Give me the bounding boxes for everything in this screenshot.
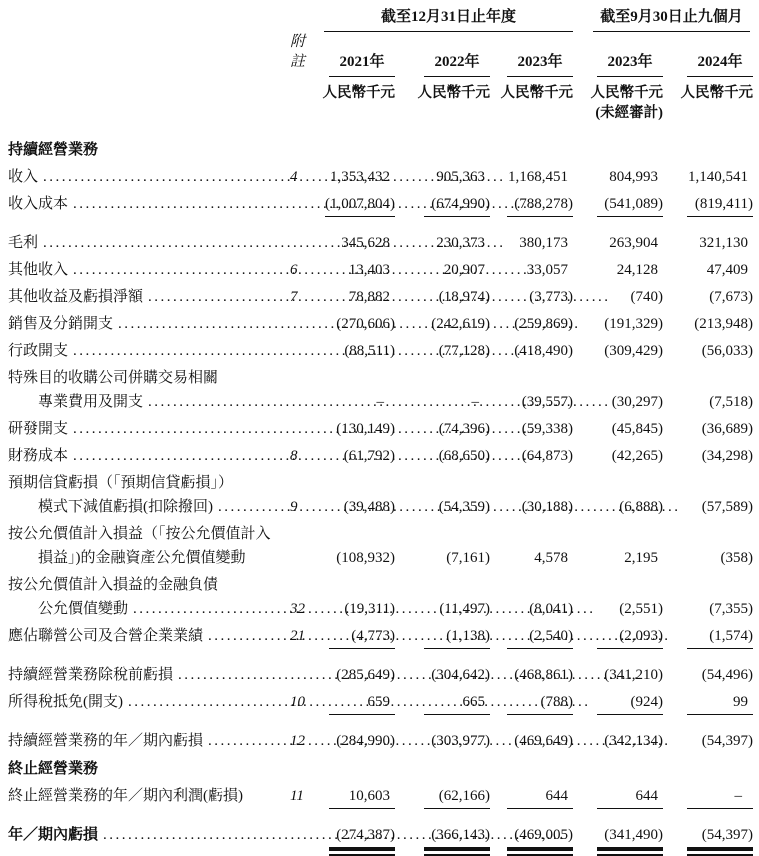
item-row xyxy=(8,256,753,283)
item-row xyxy=(8,718,753,754)
row-label: 按公允價值計入損益的金融負債 xyxy=(8,577,219,593)
column-group-row xyxy=(8,5,753,32)
value-cell: (34,298) xyxy=(701,448,754,464)
row-label: 銷售及分銷開支 xyxy=(8,316,114,332)
item-row xyxy=(8,388,753,415)
value-cell: (2,540) xyxy=(507,626,573,649)
row-label: 應佔聯營公司及合營企業業績 xyxy=(8,628,204,644)
value-cell: 644 xyxy=(507,786,573,809)
value-cell: (788) xyxy=(507,692,573,715)
value-cell: 230,373 xyxy=(436,235,485,251)
item-row xyxy=(8,595,753,622)
value-cell: 20,907 xyxy=(443,262,485,278)
note-ref: 10 xyxy=(290,694,305,710)
note-ref xyxy=(248,123,304,163)
value-cell: (1,574) xyxy=(687,626,753,649)
year-header: 2023年 xyxy=(597,52,663,77)
value-cell: – xyxy=(687,786,753,809)
value-cell: 345,628 xyxy=(341,235,390,251)
value-cell: 2,195 xyxy=(624,550,658,566)
item-row xyxy=(8,652,753,688)
note-ref: 21 xyxy=(290,628,305,644)
row-label: 特殊目的收購公司併購交易相關 xyxy=(8,370,219,386)
row-label: 持續經營業務的年／期內虧損 xyxy=(8,733,204,749)
value-cell: (54,397) xyxy=(701,733,754,749)
currency-unit: 人民幣千元 xyxy=(500,85,573,101)
value-cell: (7,673) xyxy=(709,289,754,305)
value-cell: (309,429) xyxy=(604,343,663,359)
row-label: 所得稅抵免(開支) xyxy=(8,694,123,710)
value-cell: (36,689) xyxy=(701,421,754,437)
value-cell: (366,143) xyxy=(424,825,490,851)
value-cell: (30,297) xyxy=(611,394,663,410)
value-cell: (6,888) xyxy=(619,499,663,515)
value-cell: (418,490) xyxy=(514,343,573,359)
label-wrap-row xyxy=(8,571,753,595)
note-ref: 6 xyxy=(290,262,298,278)
value-cell: (57,589) xyxy=(701,499,754,515)
value-cell: (11,497) xyxy=(439,601,490,617)
row-label: 其他收入 xyxy=(8,262,69,278)
note-ref xyxy=(248,544,304,571)
note-ref xyxy=(248,469,304,493)
value-cell: (304,642) xyxy=(431,667,490,683)
row-label: 公允價值變動 xyxy=(38,601,129,617)
row-label: 損益」)的金融資產公允價值變動 xyxy=(38,550,246,566)
unaudited-note: (未經審計) xyxy=(595,105,663,121)
row-label: 研發開支 xyxy=(8,421,69,437)
row-label: 財務成本 xyxy=(8,448,69,464)
row-label: 終止經營業務的年／期內利潤(虧損) xyxy=(8,788,243,804)
value-cell: (740) xyxy=(630,289,663,305)
value-cell: (130,149) xyxy=(336,421,395,437)
note-ref: 7 xyxy=(290,289,298,305)
row-label: 收入 xyxy=(8,169,39,185)
note-ref: 4 xyxy=(290,169,298,185)
value-cell: (30,188) xyxy=(521,499,573,515)
row-label: 終止經營業務 xyxy=(8,761,99,777)
currency-unit: 人民幣千元 xyxy=(680,85,754,101)
note-ref: 11 xyxy=(290,788,304,804)
value-cell: (285,649) xyxy=(336,667,395,683)
value-cell: (7,518) xyxy=(709,394,754,410)
value-cell: (7,355) xyxy=(709,601,754,617)
value-cell: (213,948) xyxy=(694,316,754,332)
value-cell: (303,977) xyxy=(431,733,490,749)
value-cell: 905,363 xyxy=(436,169,485,185)
value-cell: 1,353,432 xyxy=(330,169,390,185)
row-label: 行政開支 xyxy=(8,343,69,359)
note-ref xyxy=(248,364,304,388)
value-cell: – xyxy=(471,394,479,410)
row-label: 毛利 xyxy=(8,235,39,251)
note-column-header: 附註 xyxy=(290,34,306,70)
table-header xyxy=(8,5,753,123)
unit-header-row xyxy=(8,77,753,123)
value-cell: (7,161) xyxy=(446,550,490,566)
item-row xyxy=(8,782,753,812)
value-cell: (341,490) xyxy=(597,825,663,851)
value-cell: (8,041) xyxy=(529,601,573,617)
item-row xyxy=(8,622,753,652)
row-label: 模式下減值虧損(扣除撥回) xyxy=(38,499,213,515)
item-row xyxy=(8,190,753,220)
item-row xyxy=(8,493,753,520)
row-label: 其他收益及虧損淨額 xyxy=(8,289,144,305)
value-cell: (341,210) xyxy=(604,667,663,683)
value-cell: 99 xyxy=(687,692,753,715)
row-label: 持續經營業務除稅前虧損 xyxy=(8,667,174,683)
value-cell: (274,387) xyxy=(329,825,395,851)
item-row xyxy=(8,163,753,190)
value-cell: (59,338) xyxy=(521,421,573,437)
value-cell: (468,861) xyxy=(514,667,573,683)
note-ref: 8 xyxy=(290,448,298,464)
value-cell: (39,557) xyxy=(521,394,573,410)
column-group-nine-months: 截至9月30日止九個月 xyxy=(593,7,750,32)
value-cell: (39,488) xyxy=(343,499,395,515)
note-ref: 9 xyxy=(290,499,298,515)
value-cell: 47,409 xyxy=(706,262,749,278)
value-cell: (924) xyxy=(597,692,663,715)
item-row xyxy=(8,337,753,364)
value-cell: (259,869) xyxy=(514,316,573,332)
value-cell: (788,278) xyxy=(507,194,573,217)
value-cell: 659 xyxy=(329,692,395,715)
value-cell: (45,845) xyxy=(611,421,663,437)
currency-unit: 人民幣千元 xyxy=(590,85,663,101)
value-cell: (1,007,804) xyxy=(325,194,395,217)
item-row xyxy=(8,544,753,571)
value-cell: 804,993 xyxy=(609,169,658,185)
item-row xyxy=(8,220,753,256)
note-ref: 32 xyxy=(290,601,305,617)
section-row xyxy=(8,123,753,163)
value-cell: (54,397) xyxy=(687,825,753,851)
year-header: 2023年 xyxy=(507,52,573,77)
label-wrap-row xyxy=(8,364,753,388)
row-label: 收入成本 xyxy=(8,196,69,212)
value-cell: (19,311) xyxy=(344,601,395,617)
value-cell: (18,974) xyxy=(438,289,490,305)
value-cell: (819,411) xyxy=(687,194,753,217)
value-cell: (284,990) xyxy=(336,733,395,749)
value-cell: (1,138) xyxy=(424,626,490,649)
row-label: 專業費用及開支 xyxy=(38,394,144,410)
value-cell: 644 xyxy=(597,786,663,809)
value-cell: (342,134) xyxy=(604,733,663,749)
value-cell: (77,128) xyxy=(438,343,490,359)
label-wrap-row xyxy=(8,520,753,544)
value-cell: (541,089) xyxy=(597,194,663,217)
label-wrap-row xyxy=(8,469,753,493)
item-row xyxy=(8,283,753,310)
row-label: 預期信貸虧損（「預期信貸虧損」） xyxy=(8,475,234,491)
value-cell: (191,329) xyxy=(604,316,663,332)
note-ref xyxy=(248,754,304,782)
value-cell: (56,033) xyxy=(701,343,754,359)
value-cell: (54,496) xyxy=(701,667,754,683)
table-body xyxy=(8,123,753,854)
value-cell: 10,603 xyxy=(329,786,395,809)
value-cell: (2,551) xyxy=(619,601,663,617)
value-cell: (74,396) xyxy=(438,421,490,437)
value-cell: – xyxy=(376,394,384,410)
value-cell: (4,773) xyxy=(329,626,395,649)
value-cell: 4,578 xyxy=(534,550,568,566)
item-row xyxy=(8,688,753,718)
value-cell: (61,792) xyxy=(343,448,395,464)
year-header: 2021年 xyxy=(329,52,395,77)
item-row xyxy=(8,442,753,469)
value-cell: 1,168,451 xyxy=(508,169,568,185)
value-cell: (54,359) xyxy=(438,499,490,515)
value-cell: (88,511) xyxy=(344,343,395,359)
value-cell: 13,403 xyxy=(348,262,390,278)
value-cell: (270,606) xyxy=(336,316,395,332)
value-cell: 665 xyxy=(424,692,490,715)
year-header: 2022年 xyxy=(424,52,490,77)
currency-unit: 人民幣千元 xyxy=(322,85,395,101)
value-cell: (674,990) xyxy=(424,194,490,217)
currency-unit: 人民幣千元 xyxy=(417,85,490,101)
column-group-annual: 截至12月31日止年度 xyxy=(324,7,573,32)
value-cell: (64,873) xyxy=(521,448,573,464)
value-cell: 1,140,541 xyxy=(688,169,749,185)
value-cell: (358) xyxy=(720,550,754,566)
value-cell: 263,904 xyxy=(609,235,658,251)
value-cell: (242,619) xyxy=(431,316,490,332)
section-row xyxy=(8,754,753,782)
value-cell: (2,093) xyxy=(597,626,663,649)
value-cell: (42,265) xyxy=(611,448,663,464)
row-label: 按公允價值計入損益（「按公允價值計入 xyxy=(8,526,271,542)
note-ref: 12 xyxy=(290,733,305,749)
item-row xyxy=(8,310,753,337)
value-cell: 380,173 xyxy=(519,235,568,251)
value-cell: (469,005) xyxy=(507,825,573,851)
item-row xyxy=(8,812,753,854)
year-header: 2024年 xyxy=(687,52,753,77)
value-cell: 24,128 xyxy=(616,262,658,278)
note-ref xyxy=(248,571,304,595)
row-label: 年／期內虧損 xyxy=(8,827,99,843)
year-header-row xyxy=(8,32,753,77)
income-statement-table xyxy=(8,5,753,854)
value-cell: (3,773) xyxy=(529,289,573,305)
value-cell: (108,932) xyxy=(336,550,395,566)
value-cell: (68,650) xyxy=(438,448,490,464)
value-cell: (62,166) xyxy=(424,786,490,809)
row-label: 持續經營業務 xyxy=(8,142,99,158)
value-cell: (469,649) xyxy=(514,733,573,749)
value-cell: 78,882 xyxy=(348,289,390,305)
value-cell: 33,057 xyxy=(526,262,568,278)
value-cell: 321,130 xyxy=(699,235,749,251)
item-row xyxy=(8,415,753,442)
